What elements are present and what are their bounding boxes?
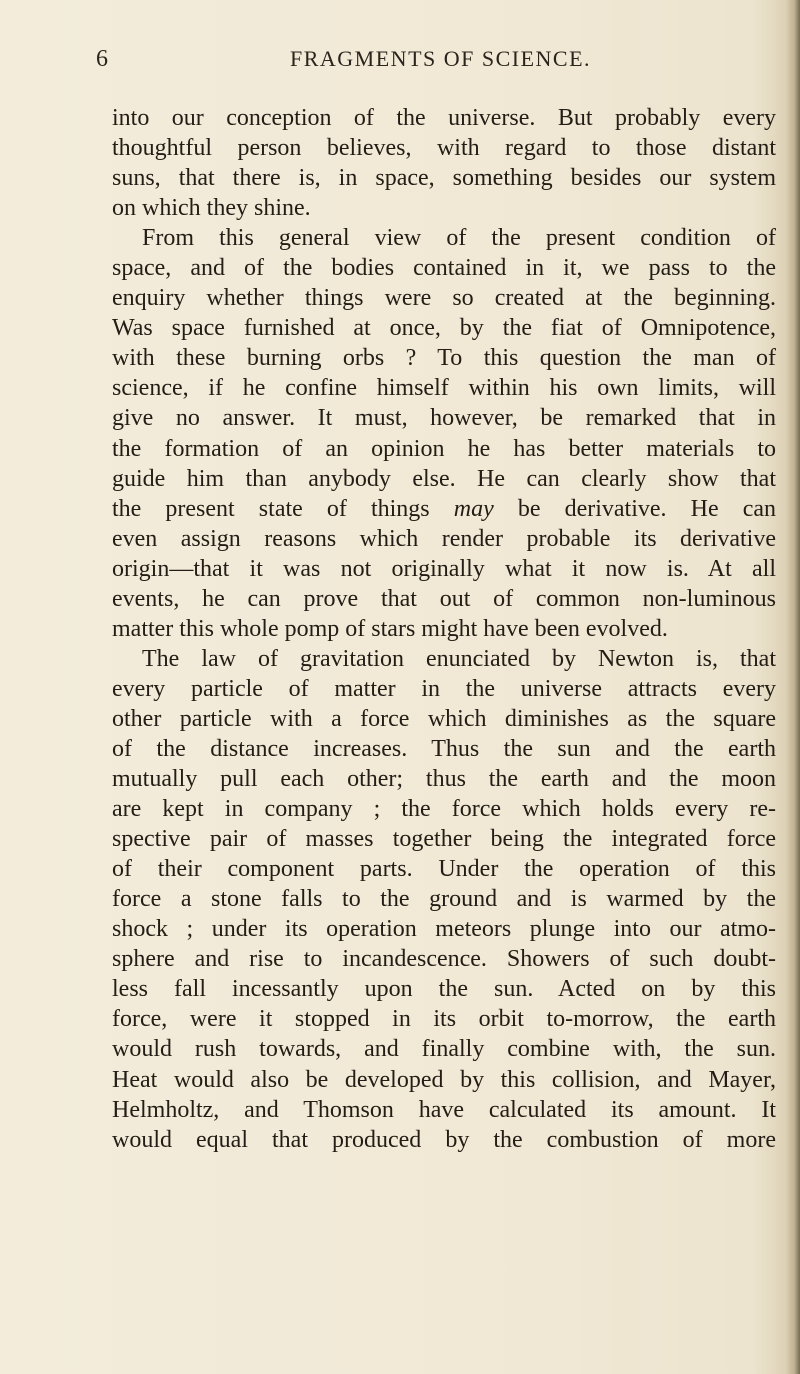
text-line: less fall incessantly upon the sun. Acted on by this [112, 976, 776, 1003]
text-line: guide him than anybody else. He can clearly show that [112, 465, 776, 492]
text-line: even assign reasons which render probable its derivative [112, 525, 776, 552]
text-line: into our conception of the universe. But probably every [112, 105, 776, 131]
text-segment: the present state of things [112, 495, 430, 522]
text-line: force a stone falls to the ground and is warmed by the [112, 886, 776, 913]
paragraph-start-line: From this general view of the present condition of [142, 225, 776, 252]
emphasized-word: may [453, 495, 494, 522]
text-line: of their component parts. Under the operation of this [112, 856, 776, 883]
text-line: of the distance increases. Thus the sun and the earth [112, 735, 776, 762]
text-line: events, he can prove that out of common non-luminous [112, 585, 776, 612]
text-line: are kept in company ; the force which holds every re- [112, 796, 776, 823]
text-line: suns, that there is, in space, something besides our system [112, 165, 776, 192]
text-line: origin—that it was not originally what it now is. At all [112, 555, 776, 582]
paragraph-start-line: The law of gravitation enunciated by Newton is, that [142, 645, 776, 672]
text-line: science, if he confine himself within his own limits, will [112, 375, 776, 402]
body-text [112, 103, 776, 1155]
page-edge-shadow [786, 0, 800, 1374]
text-line: matter this whole pomp of stars might have been evolved. [112, 615, 668, 642]
text-line: would equal that produced by the combustion of more [112, 1126, 776, 1153]
running-title: FRAGMENTS OF SCIENCE. [290, 46, 592, 71]
text-line: shock ; under its operation meteors plunge into our atmo- [112, 916, 776, 943]
text-line: space, and of the bodies contained in it, we pass to the [112, 255, 776, 282]
text-line: Was space furnished at once, by the fiat of Omnipotence, [112, 315, 776, 342]
text-line-with-emphasis [112, 494, 776, 524]
text-line: sphere and rise to incandescence. Showers of such doubt- [112, 946, 776, 973]
text-line: with these burning orbs ? To this question the man of [112, 345, 776, 372]
text-line: thoughtful person believes, with regard to those distant [112, 135, 776, 162]
text-line: other particle with a force which diminishes as the square [112, 705, 776, 732]
text-line: the formation of an opinion he has better materials to [112, 435, 776, 462]
page-number: 6 [96, 46, 109, 72]
text-line: would rush towards, and finally combine with, the sun. [112, 1036, 776, 1063]
text-line: Helmholtz, and Thomson have calculated its amount. It [112, 1096, 776, 1123]
text-line: force, were it stopped in its orbit to-morrow, the earth [112, 1006, 776, 1033]
text-line: mutually pull each other; thus the earth and the moon [112, 766, 776, 793]
text-line: spective pair of masses together being the integrated force [112, 826, 776, 853]
text-line: every particle of matter in the universe attracts every [112, 675, 776, 702]
text-line: give no answer. It must, however, be remarked that in [112, 405, 776, 432]
running-head [0, 46, 800, 86]
text-line: enquiry whether things were so created at the beginning. [112, 285, 776, 312]
text-segment: be derivative. He can [517, 495, 776, 522]
text-line: Heat would also be developed by this collision, and Mayer, [112, 1066, 776, 1093]
text-line: on which they shine. [112, 195, 311, 222]
